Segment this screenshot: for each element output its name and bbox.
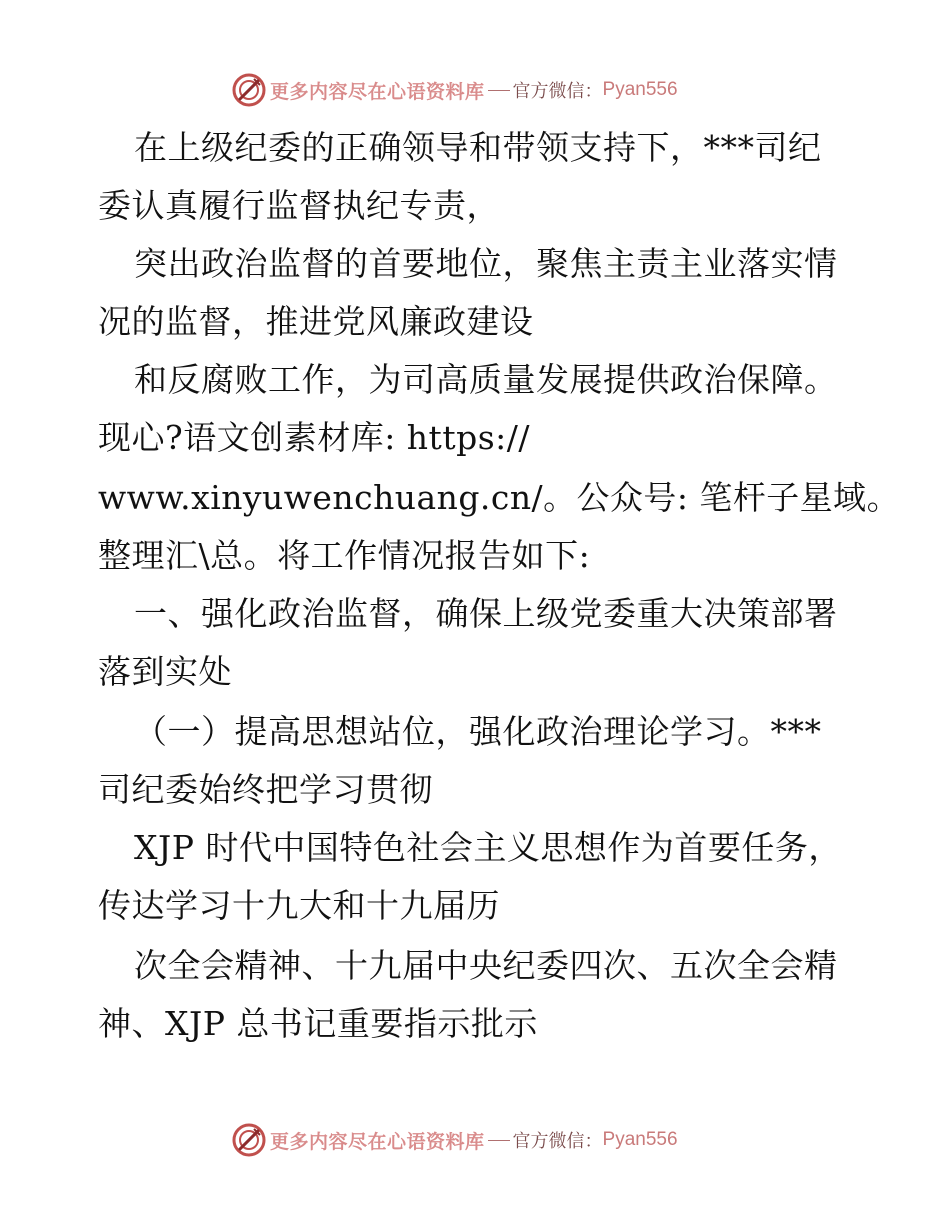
text-line: 在上级纪委的正确领导和带领支持下，***司纪 bbox=[134, 128, 822, 167]
header-wechat-account: Pyan556 bbox=[602, 79, 678, 100]
text-line: XJP 时代中国特色社会主义思想作为首要任务， bbox=[134, 828, 842, 867]
text-line: 一、强化政治监督，确保上级党委重大决策部署 bbox=[134, 594, 838, 633]
footer-wechat-label: 官方微信： bbox=[512, 1131, 603, 1152]
text-line: 突出政治监督的首要地位，聚焦主责主业落实情 bbox=[134, 244, 838, 283]
footer-dash bbox=[488, 1140, 510, 1141]
footer-watermark bbox=[232, 1120, 678, 1160]
footer-wechat-account: Pyan556 bbox=[602, 1129, 678, 1150]
text-line: 司纪委始终把学习贯彻 bbox=[98, 770, 433, 809]
header-brand-text: 更多内容尽在心语资料库 bbox=[270, 80, 485, 103]
brand-logo-icon bbox=[232, 1123, 266, 1157]
text-line: 整理汇\总。将工作情况报告如下: bbox=[98, 536, 591, 575]
text-line: 落到实处 bbox=[98, 652, 232, 691]
brand-logo-icon bbox=[232, 73, 266, 107]
text-line: （一）提高思想站位，强化政治理论学习。*** bbox=[134, 712, 822, 751]
text-line: 传达学习十九大和十九届历 bbox=[98, 886, 500, 925]
header-dash bbox=[488, 90, 510, 91]
text-line: 次全会精神、十九届中央纪委四次、五次全会精 bbox=[134, 946, 838, 985]
text-line: 况的监督，推进党风廉政建设 bbox=[98, 302, 534, 341]
text-line: www.xinyuwenchuang.cn/。公众号: 笔杆子星域。 bbox=[98, 478, 900, 517]
text-line: 神、XJP 总书记重要指示批示 bbox=[98, 1004, 538, 1043]
header-watermark bbox=[232, 70, 678, 110]
text-line: 委认真履行监督执纪专责， bbox=[98, 186, 500, 225]
footer-brand-text: 更多内容尽在心语资料库 bbox=[270, 1130, 485, 1153]
header-wechat-label: 官方微信： bbox=[512, 81, 603, 102]
text-line: 和反腐败工作，为司高质量发展提供政治保障。 bbox=[134, 360, 838, 399]
text-line: 现心?语文创素材库: https:// bbox=[98, 418, 530, 457]
